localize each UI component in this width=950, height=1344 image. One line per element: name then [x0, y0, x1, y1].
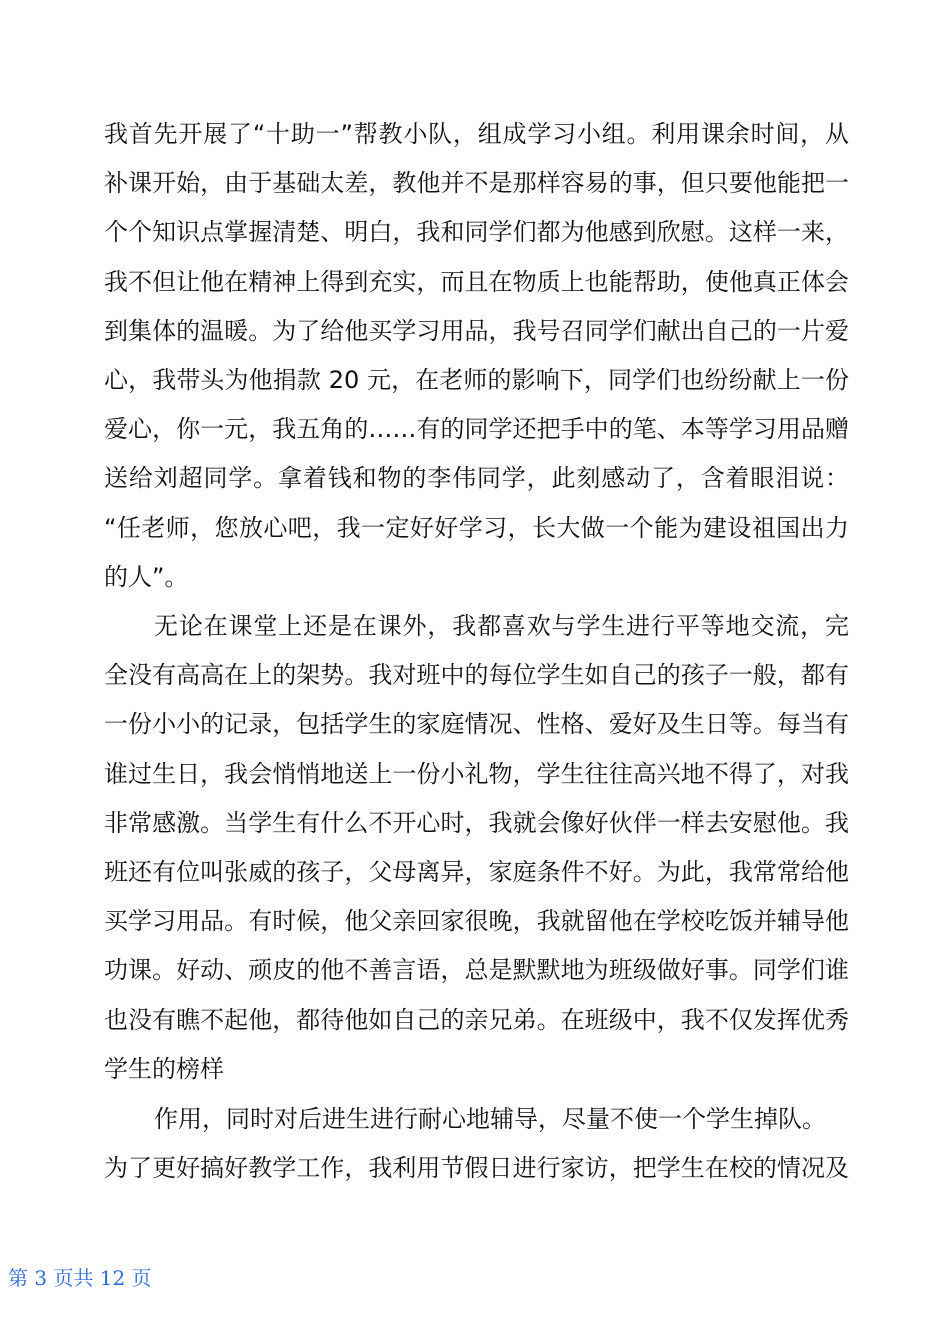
text-line: 全没有高高在上的架势。我对班中的每位学生如自己的孩子一般，都有 [104, 661, 849, 690]
paragraph-2 [104, 602, 849, 1094]
text-line: 非常感激。当学生有什么不开心时，我就会像好伙伴一样去安慰他。我 [104, 808, 849, 837]
text-line: 的人”。 [104, 562, 189, 591]
text-line: 也没有瞧不起他，都待他如自己的亲兄弟。在班级中，我不仅发挥优秀 [104, 1005, 849, 1034]
text-line: 心，我带头为他捐款 20 元，在老师的影响下，同学们也纷纷献上一份 [104, 365, 849, 394]
text-line: 买学习用品。有时候，他父亲回家很晚，我就留他在学校吃饭并辅导他 [104, 907, 849, 936]
text-line: 我首先开展了“十助一”帮教小队，组成学习小组。利用课余时间，从 [104, 120, 849, 148]
text-line: 作用，同时对后进生进行耐心地辅导，尽量不使一个学生掉队。 [154, 1105, 826, 1133]
text-line: 班还有位叫张威的孩子，父母离异，家庭条件不好。为此，我常常给他 [104, 857, 849, 886]
text-line: 为了更好搞好教学工作，我利用节假日进行家访，把学生在校的情况及 [104, 1154, 849, 1183]
text-line: “任老师，您放心吧，我一定好好学习，长大做一个能为建设祖国出力 [104, 513, 849, 542]
page-number-footer: 第 3 页共 12 页 [8, 1266, 152, 1290]
text-line: 送给刘超同学。拿着钱和物的李伟同学，此刻感动了，含着眼泪说： [104, 464, 849, 493]
text-line: 一份小小的记录，包括学生的家庭情况、性格、爱好及生日等。每当有 [104, 710, 849, 739]
text-line: 学生的榜样 [104, 1054, 224, 1083]
text-line: 我不但让他在精神上得到充实，而且在物质上也能帮助，使他真正体会 [104, 267, 849, 296]
paragraph-1 [104, 110, 849, 602]
text-line: 到集体的温暖。为了给他买学习用品，我号召同学们献出自己的一片爱 [104, 316, 849, 345]
text-line: 补课开始，由于基础太差，教他并不是那样容易的事，但只要他能把一 [104, 169, 849, 198]
text-line: 个个知识点掌握清楚、明白，我和同学们都为他感到欣慰。这样一来， [104, 218, 849, 247]
text-line: 功课。好动、顽皮的他不善言语，总是默默地为班级做好事。同学们谁 [104, 956, 849, 985]
text-line: 爱心，你一元，我五角的……有的同学还把手中的笔、本等学习用品赠 [104, 415, 849, 444]
text-line: 无论在课堂上还是在课外，我都喜欢与学生进行平等地交流，完 [154, 612, 849, 640]
text-line: 谁过生日，我会悄悄地送上一份小礼物，学生往往高兴地不得了，对我 [104, 759, 849, 788]
paragraph-3 [104, 1095, 849, 1193]
